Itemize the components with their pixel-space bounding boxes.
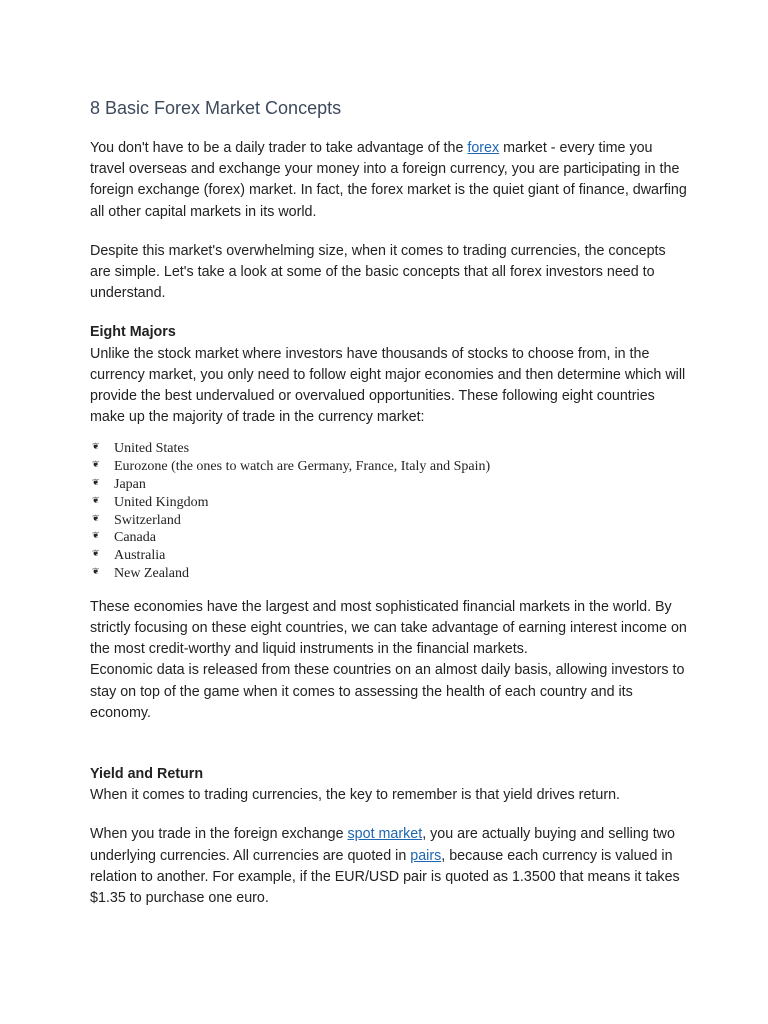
bullet-icon: ❦ bbox=[92, 478, 100, 489]
list-item: ❦ Australia bbox=[92, 548, 166, 564]
countries-list bbox=[90, 440, 688, 582]
eight-majors-body: Unlike the stock market where investors have thousands of stocks to choose from, in the currency market, you only need to follow eight major economies and then determine which will provide the best undervalued or overvalued opportunities. These following eight countries make up the majority of trade in the currency market: bbox=[90, 345, 686, 426]
intro-text-before: You don't have to be a daily trader to take advantage of the bbox=[90, 140, 468, 156]
list-item: ❦ Japan bbox=[92, 477, 146, 493]
bullet-icon: ❦ bbox=[92, 549, 100, 560]
bullet-icon: ❦ bbox=[92, 531, 100, 542]
economies-paragraph: These economies have the largest and most sophisticated financial markets in the world. By strictly focusing on these eight countries, we can take advantage of earning interest income on the most credit-worthy and liquid instruments in the financial markets. bbox=[90, 598, 687, 658]
bullet-icon: ❦ bbox=[92, 442, 100, 453]
list-item: ❦ Eurozone (the ones to watch are Germany, France, Italy and Spain) bbox=[92, 459, 491, 475]
section-heading-eight-majors: Eight Majors bbox=[90, 324, 176, 341]
bullet-icon: ❦ bbox=[92, 513, 100, 524]
bullet-icon: ❦ bbox=[92, 460, 100, 471]
intro-text-after: market - every time you travel overseas and exchange your money into a foreign currency, you are participating in the foreign exchange (forex) market. In fact, the forex market is the quiet giant of finance, dwarfing all other capital markets in its world. bbox=[90, 140, 687, 220]
spot-market-link[interactable]: spot market bbox=[347, 826, 423, 843]
list-item: ❦ United Kingdom bbox=[92, 494, 209, 510]
intro-paragraph bbox=[90, 138, 688, 223]
section-heading-yield-return: Yield and Return bbox=[90, 766, 204, 783]
yield-body: When it comes to trading currencies, the key to remember is that yield drives return. bbox=[90, 787, 620, 804]
list-item: ❦ Switzerland bbox=[92, 512, 181, 528]
economic-data-paragraph: Economic data is released from these countries on an almost daily basis, allowing investors to stay on top of the game when it comes to assessing the health of each country and its economy. bbox=[90, 662, 685, 721]
forex-link[interactable]: forex bbox=[467, 140, 500, 156]
list-item: ❦ United States bbox=[92, 441, 190, 457]
page-title: 8 Basic Forex Market Concepts bbox=[90, 98, 342, 118]
spot-market-paragraph: When you trade in the foreign exchange spot market, you are actually buying and selling two underlying currencies. All currencies are quoted in pairs, because each currency is valued in relation to another. For example, if the EUR/USD pair is quoted as 1.3500 that means it takes $1.35 to purchase one euro. bbox=[90, 826, 680, 907]
document-page bbox=[90, 96, 688, 909]
pairs-link[interactable]: pairs bbox=[410, 847, 442, 864]
list-item: ❦ Canada bbox=[92, 530, 156, 546]
bullet-icon: ❦ bbox=[92, 567, 100, 578]
intro-paragraph-2: Despite this market's overwhelming size, when it comes to trading currencies, the concepts are simple. Let's take a look at some of the basic concepts that all forex investors need to understand. bbox=[90, 242, 666, 302]
section-spacer bbox=[90, 724, 688, 764]
list-item: ❦ New Zealand bbox=[92, 566, 190, 582]
bullet-icon: ❦ bbox=[92, 495, 100, 506]
